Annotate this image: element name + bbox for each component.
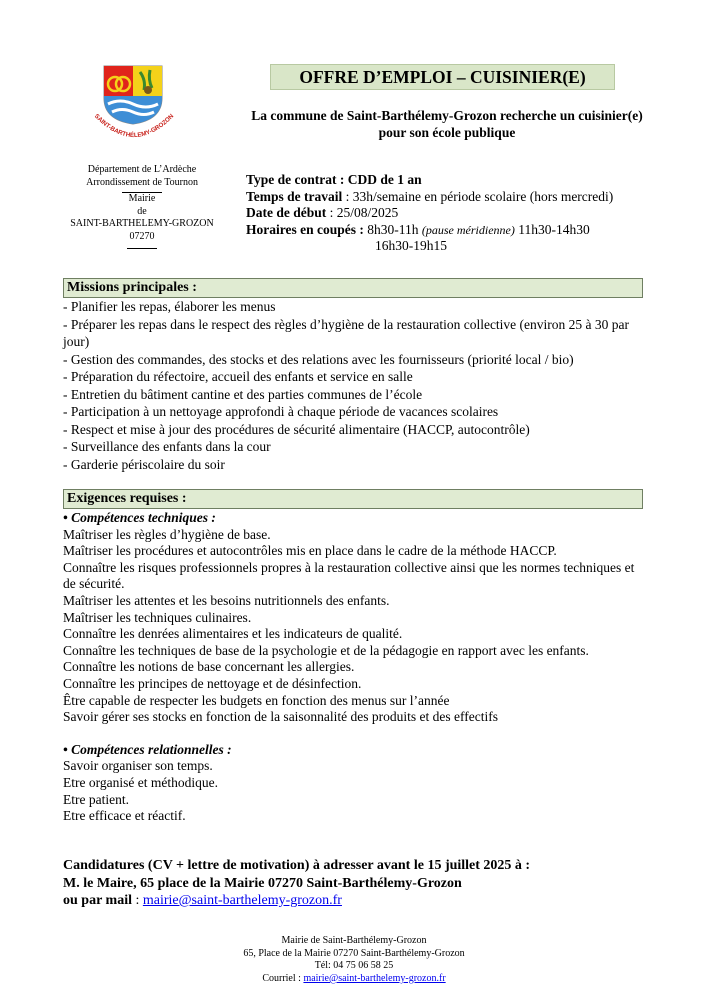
list-item: Maîtriser les techniques culinaires. xyxy=(63,609,252,625)
application-address: M. le Maire, 65 place de la Mairie 07270 Saint-Barthélemy-Grozon xyxy=(63,875,462,891)
list-item: Connaître les techniques de base de la psychologie et de la pédagogie en rapport avec les enfants. xyxy=(63,642,589,658)
list-item: Savoir organiser son temps. xyxy=(63,758,213,774)
list-item: Etre organisé et méthodique. xyxy=(63,774,218,790)
list-item: Être capable de respecter les budgets en fonction des menus sur l’année xyxy=(63,692,450,708)
mail-separator: : xyxy=(131,893,143,908)
list-item: Connaître les principes de nettoyage et de désinfection. xyxy=(63,675,362,691)
footer xyxy=(200,935,508,985)
footer-phone: Tél: 04 75 06 58 25 xyxy=(314,960,394,972)
list-item: Maîtriser les procédures et autocontrôles mis en place dans le cadre de la méthode HACCP. xyxy=(63,543,557,559)
work-time-value: : 33h/semaine en période scolaire (hors mercredi) xyxy=(342,188,614,204)
mail-label: ou par mail xyxy=(63,893,132,908)
contract-details xyxy=(246,172,676,255)
mairie-label: Mairie xyxy=(128,193,156,205)
department: Département de L’Ardèche xyxy=(87,164,197,175)
list-item: Etre patient. xyxy=(63,791,129,807)
list-item: - Préparation du réfectoire, accueil des enfants et service en salle xyxy=(63,369,413,384)
subtitle xyxy=(228,107,666,141)
administrative-header xyxy=(58,164,226,249)
application-instructions xyxy=(63,857,663,910)
list-item: Connaître les notions de base concernant les allergies. xyxy=(63,659,355,675)
list-item: - Surveillance des enfants dans la cour xyxy=(63,439,271,454)
list-item: Maîtriser les règles d’hygiène de base. xyxy=(63,526,271,542)
postcode: 07270 xyxy=(129,230,155,242)
missions-list xyxy=(63,298,648,473)
footer-line: 65, Place de la Mairie 07270 Saint-Barthélemy-Grozon xyxy=(243,947,465,959)
relational-skills-heading: • Compétences relationnelles : xyxy=(63,741,232,757)
requirements-list xyxy=(63,510,648,825)
list-item: - Gestion des commandes, des stocks et des relations avec les fournisseurs (priorité local / bio) xyxy=(63,351,574,367)
subtitle-line: pour son école publique xyxy=(378,125,516,140)
missions-heading: Missions principales : xyxy=(63,278,643,298)
technical-skills-heading: • Compétences techniques : xyxy=(63,510,216,525)
footer-email-link[interactable]: mairie@saint-barthelemy-grozon.fr xyxy=(303,972,446,984)
start-date-label: Date de début xyxy=(246,205,327,221)
hours-value: 11h30-14h30 xyxy=(514,221,590,237)
lunch-break-note: (pause méridienne) xyxy=(421,222,515,237)
application-deadline: Candidatures (CV + lettre de motivation) à adresser avant le 15 juillet 2025 à : xyxy=(63,858,531,873)
svg-text:SAINT-BARTHÉLEMY-GROZON: SAINT-BARTHÉLEMY-GROZON xyxy=(92,112,176,140)
list-item: Savoir gérer ses stocks en fonction de la saisonnalité des produits et des effectifs xyxy=(63,709,499,725)
hours-label: Horaires en coupés : xyxy=(246,221,364,237)
divider xyxy=(127,248,157,249)
work-time-label: Temps de travail xyxy=(246,188,343,204)
list-item: - Garderie périscolaire du soir xyxy=(63,456,225,472)
page-title: OFFRE D’EMPLOI – CUISINIER(E) xyxy=(270,64,615,90)
list-item: - Préparer les repas dans le respect des règles d’hygiène de la restauration collective (environ 25 à 30 par jour) xyxy=(63,316,630,349)
list-item: - Entretien du bâtiment cantine et des parties communes de l’école xyxy=(63,386,423,402)
requirements-heading: Exigences requises : xyxy=(63,489,643,509)
list-item: Connaître les denrées alimentaires et les indicateurs de qualité. xyxy=(63,626,403,642)
list-item: Etre efficace et réactif. xyxy=(63,808,186,824)
footer-line: Mairie de Saint-Barthélemy-Grozon xyxy=(281,935,427,946)
hours-value: 8h30-11h xyxy=(363,221,422,237)
application-email-link[interactable]: mairie@saint-barthelemy-grozon.fr xyxy=(142,893,342,908)
list-item: Maîtriser les attentes et les besoins nutritionnels des enfants. xyxy=(63,592,390,608)
subtitle-line: La commune de Saint-Barthélemy-Grozon recherche un cuisinier(e) xyxy=(251,108,643,123)
hours-value: 16h30-19h15 xyxy=(375,238,447,254)
list-item: - Planifier les repas, élaborer les menus xyxy=(63,299,276,314)
start-date-value: : 25/08/2025 xyxy=(326,205,399,221)
crest-caption xyxy=(88,112,180,152)
de-label: de xyxy=(137,205,147,217)
list-item: - Participation à un nettoyage approfondi à chaque période de vacances scolaires xyxy=(63,404,499,419)
commune-name: SAINT-BARTHELEMY-GROZON xyxy=(70,218,214,230)
footer-mail-label: Courriel : xyxy=(262,972,304,984)
list-item: Connaître les risques professionnels propres à la restauration collective ainsi que les normes techniques et de sécurité. xyxy=(63,559,635,592)
contract-type: Type de contrat : CDD de 1 an xyxy=(246,172,422,187)
arrondissement: Arrondissement de Tournon xyxy=(86,176,198,188)
list-item: - Respect et mise à jour des procédures de sécurité alimentaire (HACCP, autocontrôle) xyxy=(63,421,530,437)
